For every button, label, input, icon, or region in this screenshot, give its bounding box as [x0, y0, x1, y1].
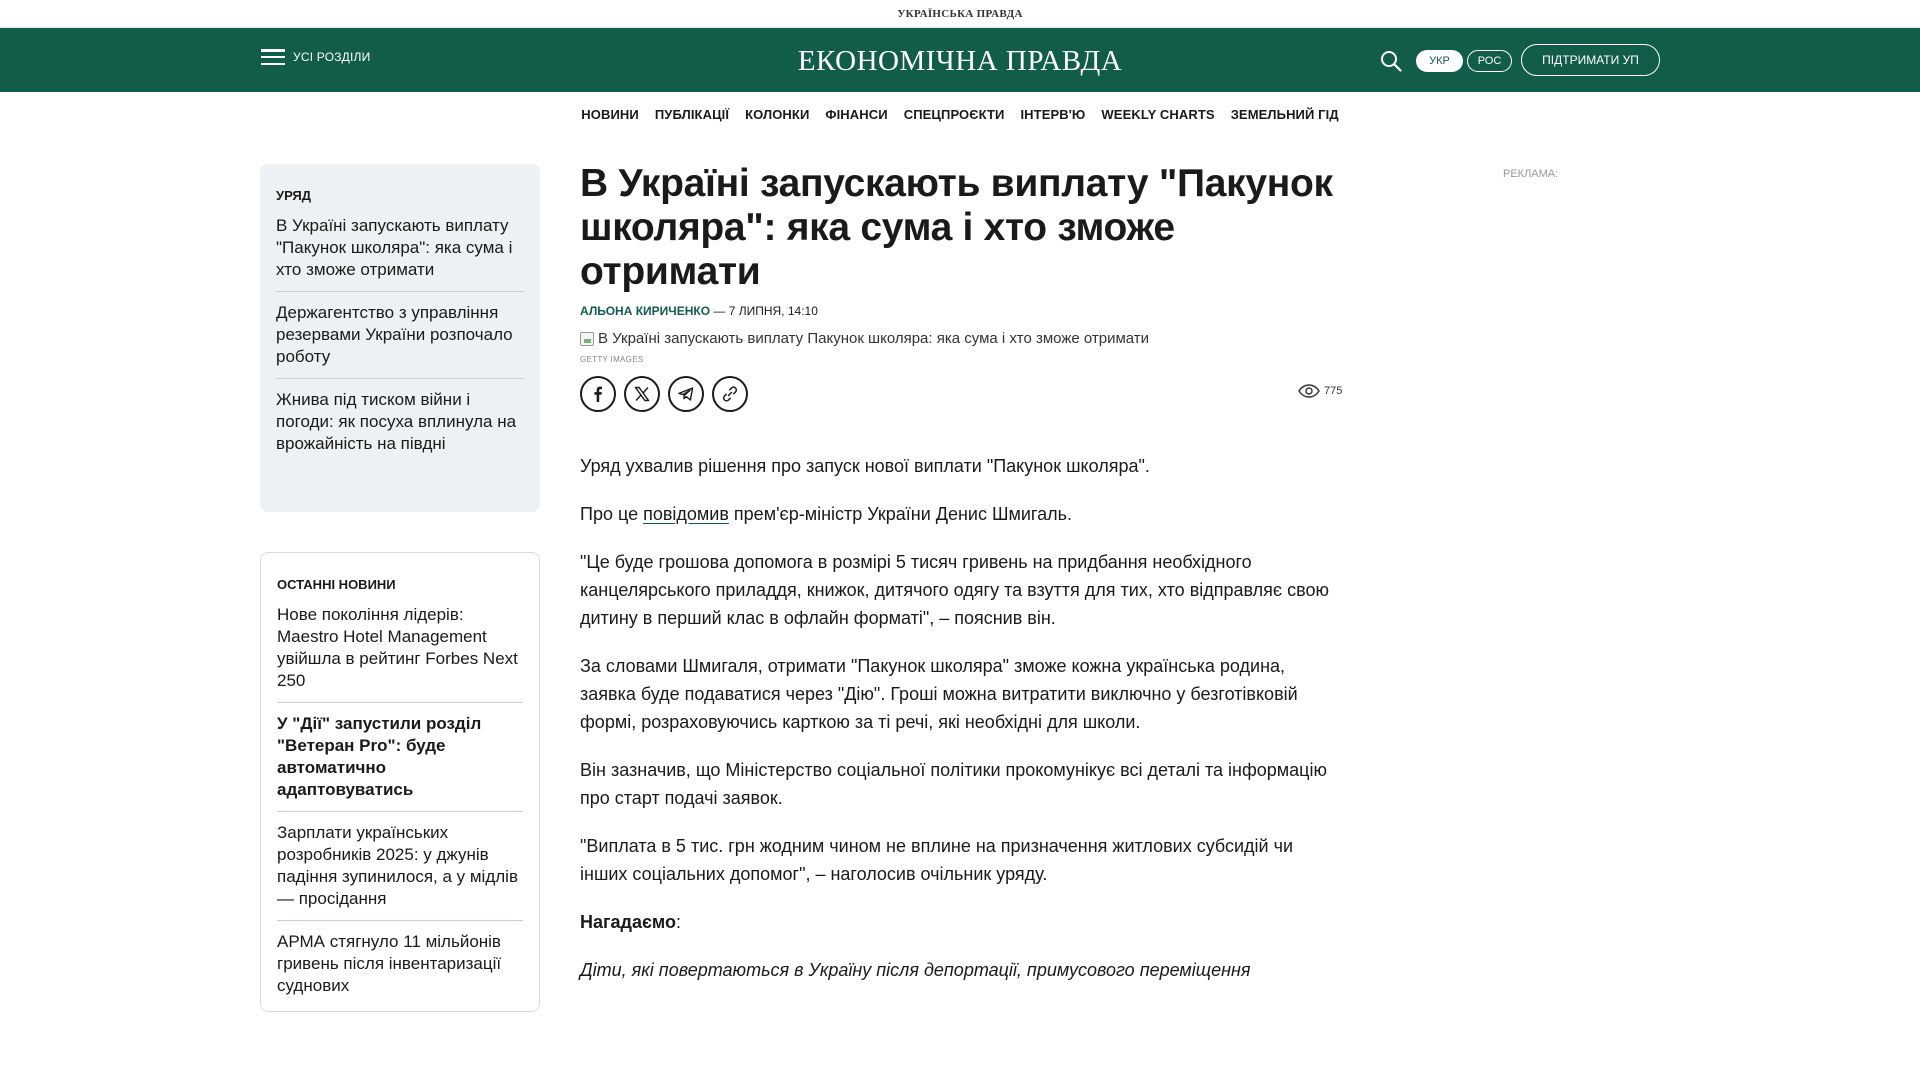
article	[580, 162, 1343, 1004]
article-headline: В Україні запускають виплату "Пакунок школяра": яка сума і хто зможе отримати	[580, 162, 1333, 293]
article-paragraph	[580, 500, 1340, 528]
sidebar-latest-news-title[interactable]: ОСТАННІ НОВИНИ	[277, 577, 396, 592]
facebook-icon	[589, 385, 607, 403]
article-author-link[interactable]: АЛЬОНА КИРИЧЕНКО	[580, 304, 711, 318]
article-paragraph: "Виплата в 5 тис. грн жодним чином не вплине на призначення житлових субсидій чи інших соціальних допомог", – наголосив очільник уряду.	[580, 836, 1294, 884]
sidebar-gov-item[interactable]: Держагентство з управління резервами України розпочало роботу	[276, 302, 524, 379]
article-paragraph: Він зазначив, що Міністерство соціальної політики прокомунікує всі деталі та інформацію про старт подачі заявок.	[580, 760, 1327, 808]
support-up-button[interactable]: ПІДТРИМАТИ УП	[1521, 44, 1660, 76]
paragraph-text: :	[675, 912, 681, 932]
article-paragraph: "Це буде грошова допомога в розмірі 5 тисяч гривень на придбання необхідного канцелярського приладдя, книжок, дитячого одягу та взуття для тих, хто відправляє свою дитину в перший клас в офлайн форматі", – пояснив він.	[580, 552, 1329, 628]
views-counter	[1298, 384, 1342, 398]
broken-image-icon	[580, 332, 594, 346]
reminder-label: Нагадаємо	[580, 912, 676, 932]
sidebar-government-title[interactable]: УРЯД	[276, 188, 312, 203]
share-telegram-button[interactable]	[668, 376, 704, 412]
all-sections-label: УСІ РОЗДІЛИ	[293, 50, 371, 64]
article-body	[580, 452, 1340, 984]
all-sections-menu-button[interactable]	[261, 49, 370, 65]
link-icon	[721, 385, 739, 403]
share-row	[580, 376, 1343, 412]
share-facebook-button[interactable]	[580, 376, 616, 412]
main-nav	[0, 92, 1920, 136]
paragraph-text: Про це	[580, 504, 644, 524]
nav-item-interviews[interactable]: ІНТЕРВ'Ю	[1020, 106, 1086, 122]
article-photo-alt-text: В Україні запускають виплату Пакунок школяра: яка сума і хто зможе отримати	[598, 330, 1150, 347]
photo-credit: GETTY IMAGES	[580, 355, 644, 364]
sidebar-news-item[interactable]: Нове покоління лідерів: Maestro Hotel Management увійшла в рейтинг Forbes Next 250	[277, 604, 523, 703]
nav-item-specprojects[interactable]: СПЕЦПРОЄКТИ	[903, 106, 1005, 122]
x-icon	[634, 386, 650, 402]
nav-item-finance[interactable]: ФІНАНСИ	[825, 106, 888, 122]
nav-item-publications[interactable]: ПУБЛІКАЦІЇ	[654, 106, 730, 122]
site-header	[0, 28, 1920, 92]
nav-item-news[interactable]: НОВИНИ	[581, 106, 639, 122]
sidebar-latest-news-block	[260, 552, 540, 1012]
sidebar-news-item[interactable]: АРМА стягнуло 11 мільйонів гривень після інвентаризації суднових	[277, 932, 502, 995]
sidebar-news-item[interactable]: Зарплати українських розробників 2025: у джунів падіння зупинилося, а у мідлів — просідання	[277, 822, 523, 921]
copy-link-button[interactable]	[712, 376, 748, 412]
nav-item-weekly-charts[interactable]: WEEKLY CHARTS	[1101, 106, 1215, 122]
lang-ukr-button[interactable]: УКР	[1416, 50, 1463, 72]
sidebar-government-block	[260, 164, 540, 512]
article-byline	[580, 304, 1340, 318]
burger-menu-icon	[261, 49, 285, 65]
paragraph-text: прем'єр-міністр України Денис Шмигаль.	[728, 504, 1072, 524]
site-logo[interactable]: ЕКОНОМІЧНА ПРАВДА	[797, 45, 1123, 77]
eye-icon	[1298, 384, 1320, 398]
search-icon[interactable]	[1380, 50, 1402, 72]
article-paragraph	[580, 908, 1340, 936]
article-paragraph: Уряд ухвалив рішення про запуск нової виплати "Пакунок школяра".	[580, 456, 1150, 476]
ad-label: РЕКЛАМА:	[1503, 168, 1559, 180]
sidebar-gov-item[interactable]: Жнива під тиском війни і погоди: як посуха вплинула на врожайність на півдні	[276, 390, 517, 453]
views-count: 775	[1324, 385, 1343, 397]
byline-separator: —	[710, 304, 729, 318]
sidebar-gov-item[interactable]: В Україні запускають виплату "Пакунок школяра": яка сума і хто зможе отримати	[276, 215, 524, 292]
lang-ros-button[interactable]: РОС	[1467, 50, 1512, 72]
article-paragraph: Діти, які повертаються в Україну після депортації, примусового переміщення	[580, 960, 1251, 980]
article-date: 7 ЛИПНЯ, 14:10	[728, 304, 818, 318]
top-brand-strip	[0, 0, 1920, 28]
share-x-button[interactable]	[624, 376, 660, 412]
article-paragraph: За словами Шмигаля, отримати "Пакунок школяра" зможе кожна українська родина, заявка буде подаватися через "Дію". Гроші можна витратити виключно у безготівковій формі, розраховуючись карткою за ті речі, які необхідні для школи.	[580, 656, 1298, 732]
article-main-photo	[580, 330, 1340, 347]
telegram-icon	[677, 385, 695, 403]
nav-item-land-guide[interactable]: ЗЕМЕЛЬНИЙ ГІД	[1230, 106, 1339, 122]
source-link[interactable]: повідомив	[643, 504, 729, 524]
nav-item-columns[interactable]: КОЛОНКИ	[745, 106, 810, 122]
sidebar-news-item[interactable]: У "Дії" запустили розділ "Ветеран Pro": буде автоматично адаптовуватись	[277, 713, 523, 812]
top-brand-link[interactable]: УКРАЇНСЬКА ПРАВДА	[897, 7, 1023, 20]
